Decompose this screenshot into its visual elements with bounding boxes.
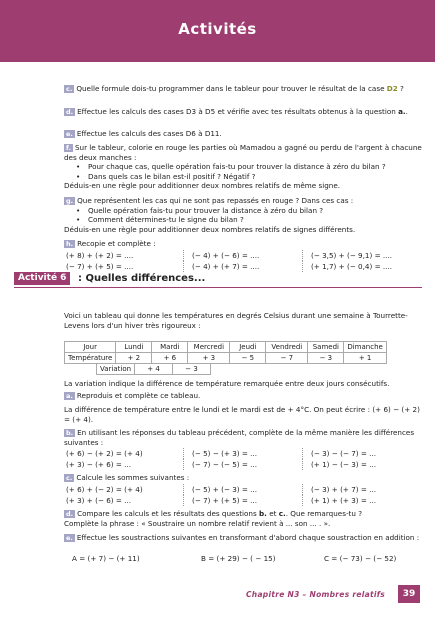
- table-cell: − 3: [173, 364, 211, 375]
- question-h: [64, 239, 422, 249]
- grid-row: [64, 459, 422, 470]
- question-tag: c.: [66, 85, 73, 93]
- question-f: [64, 143, 422, 191]
- question-reference: b.: [259, 509, 267, 518]
- table-row: [97, 364, 211, 375]
- question-c2: [64, 473, 422, 483]
- question-text: et: [266, 509, 279, 518]
- expression: (+ 8) + (+ 2) = ....: [66, 251, 134, 260]
- grid-row: [64, 553, 422, 564]
- expression: (− 3) − (− 7) = ...: [302, 448, 421, 459]
- table-cell: − 3: [308, 353, 344, 364]
- expression: (+ 1) − (− 3) = ...: [302, 459, 421, 470]
- question-reference: a.: [398, 107, 406, 116]
- question-tag: e.: [66, 130, 73, 138]
- question-tag: d.: [66, 108, 74, 116]
- grid-row: [64, 448, 422, 459]
- list-item: • Dans quels cas le bilan est-il positif ? Négatif ?: [64, 172, 422, 182]
- rule-instruction: Déduis-en une règle pour additionner deux nombres relatifs de signes différents.: [64, 224, 356, 234]
- page-header: [0, 0, 435, 62]
- table-cell: Vendredi: [266, 342, 308, 353]
- subtraction-expressions: [64, 553, 422, 564]
- exercise-grid-b: [64, 448, 422, 470]
- expression: (+ 6) + (− 2) = (+ 4): [66, 485, 143, 494]
- table-cell: − 7: [266, 353, 308, 364]
- list-item: • Quelle opération fais-tu pour trouver la distance à zéro du bilan ?: [64, 206, 422, 216]
- grid-row: [64, 484, 422, 495]
- grid-row: [64, 250, 422, 261]
- rule-instruction: Déduis-en une règle pour additionner deux nombres relatifs de même signe.: [64, 181, 341, 190]
- question-text: . Que remarques-tu ?: [285, 509, 363, 518]
- grid-row: [64, 495, 422, 506]
- list-item: • Comment détermines-tu le signe du bilan ?: [64, 215, 422, 225]
- question-tag: h.: [66, 240, 74, 248]
- expression: (+ 1,7) + (− 0,4) = ....: [302, 261, 421, 272]
- expression: (− 7) + (+ 5) = ....: [66, 262, 134, 271]
- temperature-table: [64, 341, 387, 364]
- question-e: [64, 129, 422, 139]
- expression: A = (+ 7) − (+ 11): [72, 554, 140, 563]
- question-tag: d.: [66, 510, 74, 518]
- expression: (− 7) + (+ 5) = ...: [183, 495, 302, 506]
- table-cell: + 4: [135, 364, 173, 375]
- question-c: [64, 84, 422, 94]
- table-cell: Variation: [97, 364, 135, 375]
- question-text: Quelle formule dois-tu programmer dans le tableur pour trouver le résultat de la case: [76, 84, 385, 93]
- activity-title: : Quelles différences...: [78, 273, 206, 284]
- question-text: Effectue les soustractions suivantes en transformant d'abord chaque soustraction en addition :: [76, 533, 420, 542]
- question-d: [64, 107, 422, 117]
- table-cell: Mercredi: [188, 342, 230, 353]
- table-cell: Dimanche: [344, 342, 386, 353]
- table-cell: Température: [65, 353, 116, 364]
- page-title: Activités: [178, 20, 257, 38]
- bullet-list: [64, 206, 422, 225]
- question-text: Recopie et complète :: [77, 239, 156, 248]
- question-tag: a.: [66, 392, 73, 400]
- expression: (+ 3) − (+ 6) = ...: [66, 460, 132, 469]
- difference-text: La différence de température entre le lundi et le mardi est de + 4°C. On peut écrire : (+ 6) − (+ 2) = (+ 4).: [64, 405, 420, 424]
- question-tail: .: [405, 107, 408, 116]
- table-cell: − 5: [230, 353, 266, 364]
- grid-row: [64, 261, 422, 272]
- question-e2: [64, 533, 422, 543]
- question-d2: [64, 509, 422, 528]
- table-cell: Samedi: [308, 342, 344, 353]
- intro-text: Voici un tableau qui donne les températures en degrés Celsius durant une semaine à Tourrette-Levens lors d'un hiver très rigoureux :: [64, 311, 408, 330]
- expression: (− 5) + (− 3) = ...: [183, 484, 302, 495]
- question-tag: e.: [66, 534, 73, 542]
- question-b: [64, 428, 422, 447]
- table-cell: Mardi: [152, 342, 188, 353]
- table-cell: Jeudi: [230, 342, 266, 353]
- sentence-to-complete: Complète la phrase : « Soustraire un nombre relatif revient à ... son ... . ».: [64, 518, 331, 528]
- page-number: 39: [398, 585, 420, 603]
- table-cell: Lundi: [116, 342, 152, 353]
- table-row: [65, 342, 387, 353]
- question-text: Que représentent les cas qui ne sont pas repassés en rouge ? Dans ces cas :: [77, 196, 354, 205]
- list-item: • Pour chaque cas, quelle opération fais-tu pour trouver la distance à zéro du bilan ?: [64, 162, 422, 172]
- expression: (− 3) + (+ 7) = ...: [302, 484, 421, 495]
- question-g: [64, 196, 422, 234]
- table-cell: Jour: [65, 342, 116, 353]
- question-tag: b.: [66, 429, 74, 437]
- expression: (− 4) + (− 6) = ....: [183, 250, 302, 261]
- activity-badge: Activité 6: [14, 272, 70, 285]
- expression: (− 3,5) + (− 9,1) = ....: [302, 250, 421, 261]
- expression: (+ 6) − (+ 2) = (+ 4): [66, 449, 143, 458]
- activity-divider: [14, 287, 422, 288]
- question-a: [64, 391, 422, 401]
- question-text: Calcule les sommes suivantes :: [76, 473, 190, 482]
- table-cell: + 6: [152, 353, 188, 364]
- variation-text: La variation indique la différence de température remarquée entre deux jours consécutifs.: [64, 379, 390, 388]
- exercise-grid-c: [64, 484, 422, 506]
- expression: (− 7) − (− 5) = ...: [183, 459, 302, 470]
- bullet-list: [64, 162, 422, 181]
- question-text: Reproduis et complète ce tableau.: [76, 391, 201, 400]
- exercise-grid-h: [64, 250, 422, 272]
- expression: (− 5) − (+ 3) = ...: [183, 448, 302, 459]
- variation-table: [96, 363, 211, 375]
- expression: (+ 3) + (− 6) = ...: [66, 496, 132, 505]
- question-tag: c.: [66, 474, 73, 482]
- cell-reference: D2: [386, 84, 398, 93]
- expression: (+ 1) + (+ 3) = ...: [302, 495, 421, 506]
- table-cell: + 3: [188, 353, 230, 364]
- expression: B = (+ 29) − ( − 15): [201, 554, 276, 563]
- table-row: [65, 353, 387, 364]
- question-text: En utilisant les réponses du tableau précédent, complète de la même manière les différences suivantes :: [64, 428, 415, 447]
- chapter-footer: Chapitre N3 – Nombres relatifs: [246, 590, 386, 599]
- question-text: Effectue les calculs des cases D6 à D11.: [76, 129, 222, 138]
- question-tail: ?: [397, 84, 404, 93]
- question-reference: c.: [278, 509, 286, 518]
- table-cell: + 1: [344, 353, 386, 364]
- table-cell: + 2: [116, 353, 152, 364]
- question-tag: g.: [66, 197, 74, 205]
- question-text: Sur le tableur, colorie en rouge les parties où Mamadou a gagné ou perdu de l'argent à chacune des deux manches :: [64, 143, 422, 162]
- expression: (− 4) + (+ 7) = ....: [183, 261, 302, 272]
- expression: C = (− 73) − (− 52): [324, 554, 397, 563]
- question-text: Effectue les calculs des cases D3 à D5 et vérifie avec tes résultats obtenus à la question: [77, 107, 399, 116]
- question-text: Compare les calculs et les résultats des questions: [77, 509, 260, 518]
- question-tag: f.: [66, 144, 71, 152]
